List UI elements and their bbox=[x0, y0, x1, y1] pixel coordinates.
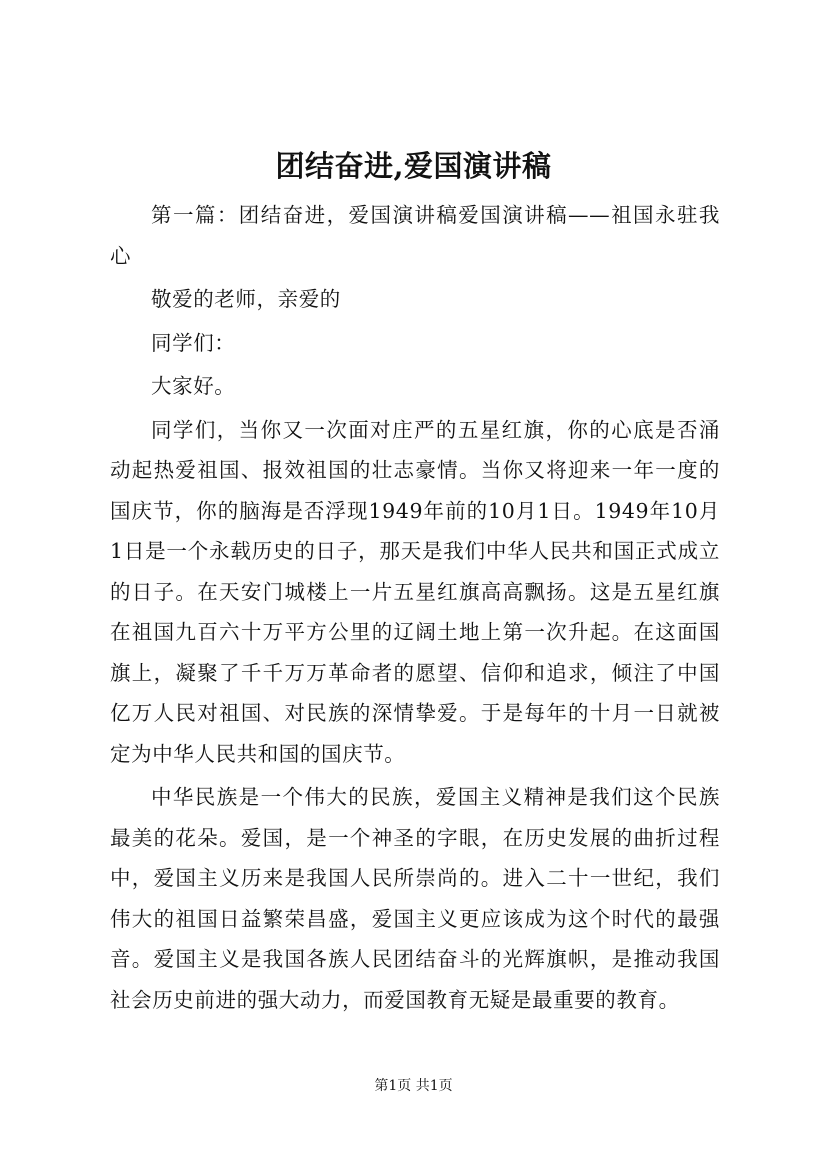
paragraph-patriotism: 中华民族是一个伟大的民族，爱国主义精神是我们这个民族最美的花朵。爱国，是一个神圣的字眼，在历史发展的曲折过程中，爱国主义历来是我国人民所崇尚的。进入二十一世纪，我们伟大的祖国日益繁荣昌盛，爱国主义更应该成为这个时代的最强音。爱国主义是我国各族人民团结奋斗的光辉旗帜，是推动我国社会历史前进的强大动力，而爱国教育无疑是最重要的教育。 bbox=[110, 785, 720, 1012]
paragraph-heading: 第一篇：团结奋进，爱国演讲稿爱国演讲稿——祖国永驻我心 bbox=[110, 203, 720, 268]
document-title: 团结奋进,爱国演讲稿 bbox=[275, 149, 552, 183]
paragraph-classmates: 同学们： bbox=[151, 330, 236, 355]
paragraph-greeting: 大家好。 bbox=[151, 374, 236, 398]
document-body bbox=[110, 195, 720, 1020]
page-number-footer: 第1页 共1页 bbox=[374, 1078, 453, 1094]
paragraph-national-day: 同学们，当你又一次面对庄严的五星红旗，你的心底是否涌动起热爱祖国、报效祖国的壮志豪情。当你又将迎来一年一度的国庆节，你的脑海是否浮现1949年前的10月1日。1949年10月1日是一个永载历史的日子，那天是我们中华人民共和国正式成立的日子。在天安门城楼上一片五星红旗高高飘扬。这是五星红旗在祖国九百六十万平方公里的辽阔土地上第一次升起。在这面国旗上，凝聚了千千万万革命者的愿望、信仰和追求，倾注了中国亿万人民对祖国、对民族的深情挚爱。于是每年的十月一日就被定为中华人民共和国的国庆节。 bbox=[110, 417, 720, 766]
paragraph-salutation: 敬爱的老师，亲爱的 bbox=[151, 287, 341, 311]
